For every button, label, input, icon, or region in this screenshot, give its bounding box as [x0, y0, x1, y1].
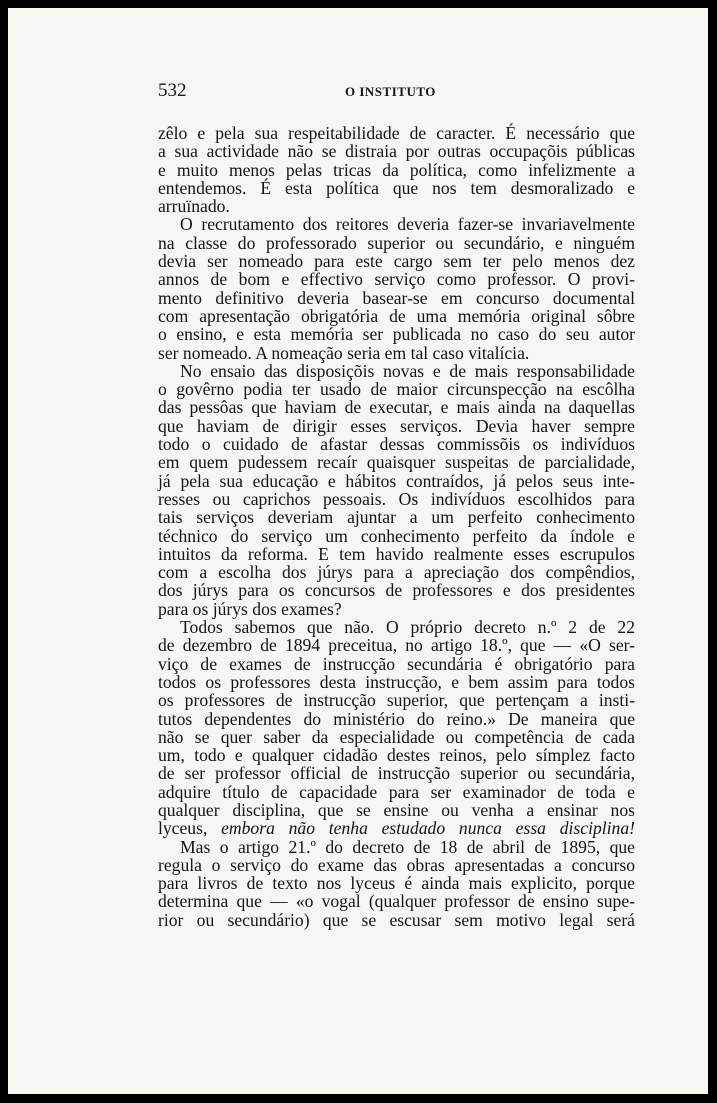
- text-line: intuitos da reforma. E tem havido realmente esses escrupulos: [158, 543, 635, 564]
- text-line: para livros de texto nos lyceus é ainda mais explicito, porque: [158, 873, 635, 894]
- text-line: annos de bom e effectivo serviço como professor. O provi-: [158, 269, 635, 290]
- text-line: de ser professor official de instrucção superior ou secundária,: [158, 763, 635, 784]
- text-line: com a escolha dos júrys para a apreciação dos compêndios,: [158, 562, 635, 583]
- text-line: Mas o artigo 21.º do decreto de 18 de abril de 1895, que: [180, 836, 635, 857]
- text-line: a sua actividade não se distraia por outras occupaçõis públicas: [158, 141, 635, 162]
- text-line: téchnico do serviço um conhecimento perfeito da índole e: [158, 525, 635, 546]
- text-line: os professores de instrucção superior, que pertençam a insti-: [158, 690, 635, 711]
- text-line: viço de exames de instrucção secundária é obrigatório para: [158, 653, 635, 674]
- text-line: das pessôas que haviam de executar, e mais ainda na daquellas: [158, 397, 635, 418]
- text-line-emphasis: [158, 819, 635, 837]
- text-line: adquire título de capacidade para ser examinador de toda e: [158, 781, 635, 802]
- text-line: e muito menos pelas tricas da política, como infelizmente a: [158, 159, 635, 180]
- running-title: O INSTITUTO: [345, 84, 436, 99]
- text-line: arruïnado.: [158, 196, 230, 217]
- text-line: para os júrys dos exames?: [158, 598, 342, 619]
- italic-emphasis: embora não tenha estudado nunca essa disciplina!: [221, 818, 635, 839]
- text-line: ser nomeado. A nomeação seria em tal caso vitalícia.: [158, 342, 530, 363]
- text-line: Todos sabemos que não. O próprio decreto n.º 2 de 22: [180, 617, 635, 638]
- text-line: um, todo e qualquer cidadão destes reinos, pelo símplez facto: [158, 745, 635, 766]
- text-line: todos os professores desta instrucção, e bem assim para todos: [158, 671, 635, 692]
- text-line: mento definitivo deveria basear-se em concurso documental: [158, 287, 635, 308]
- paragraph-5: [158, 838, 635, 929]
- text-line: resses ou caprichos pessoais. Os indivíduos escolhidos para: [158, 488, 635, 509]
- paragraph-4: [158, 618, 635, 838]
- line-prefix: lyceus,: [158, 818, 222, 839]
- text-line: devia ser nomeado para este cargo sem ter pelo menos dez: [158, 251, 635, 272]
- text-line: zêlo e pela sua respeitabilidade de caracter. É necessário que: [158, 123, 635, 143]
- paragraph-3: [158, 362, 635, 618]
- text-line: o govêrno podia ter usado de maior circunspecção na escôlha: [158, 379, 635, 400]
- text-line: na classe do professorado superior ou secundário, e ninguém: [158, 232, 635, 253]
- text-line: tais serviços deveriam ajuntar a um perfeito conhecimento: [158, 507, 635, 528]
- text-line: regula o serviço do exame das obras apresentadas a concurso: [158, 854, 635, 875]
- text-line: com apresentação obrigatória de uma memória original sôbre: [158, 305, 635, 326]
- text-line: determina que — «o vogal (qualquer professor de ensino supe-: [158, 891, 635, 912]
- text-line: rior ou secundário) que se escusar sem motivo legal será: [158, 909, 635, 930]
- text-line: todo o cuidado de afastar dessas commissõis os indivíduos: [158, 434, 635, 455]
- paragraph-1: [158, 124, 635, 215]
- page-number: 532: [158, 80, 187, 101]
- text-line: em quem pudessem recaír quaisquer suspeitas de parcialidade,: [158, 452, 635, 473]
- text-line: de dezembro de 1894 preceitua, no artigo 18.º, que — «O ser-: [158, 635, 635, 656]
- text-line: No ensaio das disposiçõis novas e de mais responsabilidade: [180, 360, 635, 381]
- text-line: O recrutamento dos reitores deveria fazer-se invariavelmente: [180, 214, 635, 235]
- page-header: [158, 80, 638, 104]
- text-line: dos júrys para os concursos de professores e dos presidentes: [158, 580, 635, 601]
- paragraph-2: [158, 215, 635, 361]
- text-line: não se quer saber da especialidade ou competência de cada: [158, 726, 635, 747]
- scanned-page: [8, 8, 708, 1094]
- text-line: já pela sua educação e hábitos contraídos, já pelos seus inte-: [158, 470, 635, 491]
- text-line: o ensino, e esta memória ser publicada no caso do seu autor: [158, 324, 635, 345]
- text-line: tutos dependentes do ministério do reino.» De maneira que: [158, 708, 635, 729]
- body-text: [158, 124, 635, 929]
- text-line: que haviam de dirigir esses serviços. Devia haver sempre: [158, 415, 635, 436]
- text-line: qualquer disciplina, que se ensine ou venha a ensinar nos: [158, 799, 635, 820]
- text-line: entendemos. É esta política que nos tem desmoralizado e: [158, 177, 635, 198]
